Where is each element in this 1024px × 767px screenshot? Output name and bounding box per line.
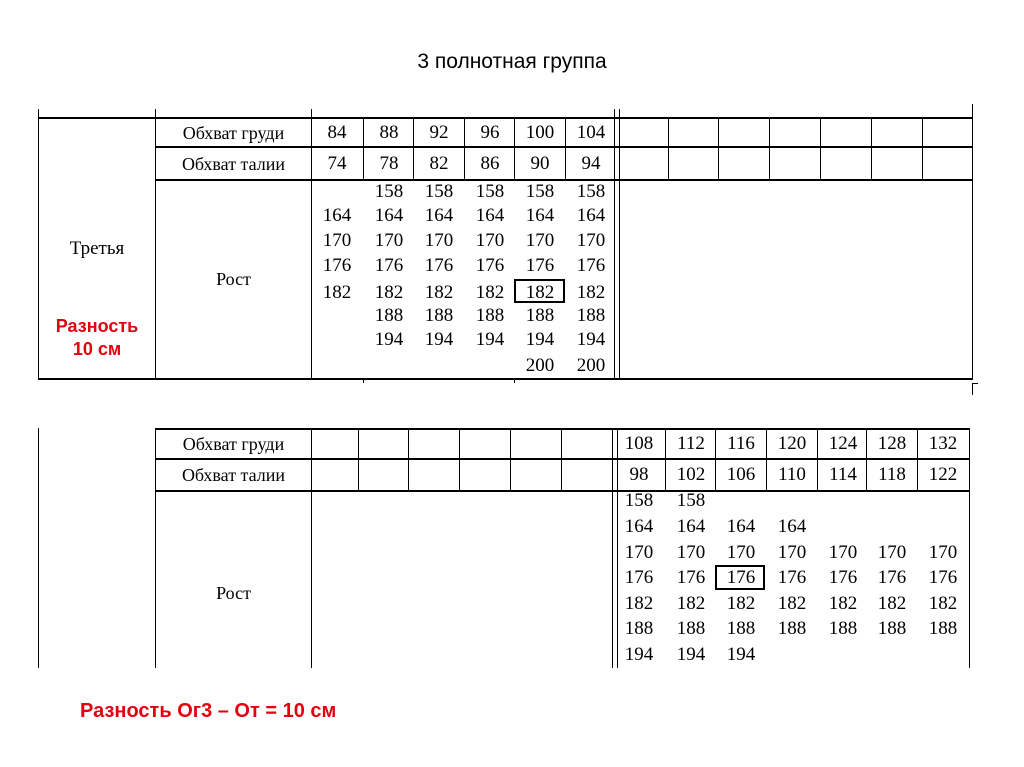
row-label-height: Рост — [216, 269, 251, 289]
chest-value: 108 — [624, 433, 654, 454]
height-value: 182 — [374, 282, 404, 303]
height-value: 170 — [828, 542, 858, 563]
height-value: 188 — [374, 305, 404, 326]
group-difference-note-text: Разность 10 см — [55, 316, 139, 360]
height-value: 170 — [424, 230, 454, 251]
height-value: 158 — [475, 181, 505, 202]
chest-value: 116 — [727, 433, 755, 454]
chest-value: 92 — [429, 122, 449, 143]
height-value: 188 — [576, 305, 606, 326]
chest-value: 100 — [525, 122, 555, 143]
chest-value: 84 — [327, 122, 347, 143]
chest-value: 112 — [677, 433, 705, 454]
height-value: 182 — [624, 593, 654, 614]
waist-value: 86 — [480, 153, 500, 174]
height-value: 182 — [877, 593, 907, 614]
height-value: 182 — [828, 593, 858, 614]
chest-value: 120 — [777, 433, 807, 454]
waist-value: 82 — [429, 153, 449, 174]
slide-title: 3 полнотная группа — [417, 50, 607, 73]
height-value: 182 — [525, 282, 555, 303]
height-value: 188 — [624, 618, 654, 639]
group-label: Третья — [69, 237, 125, 259]
height-value: 182 — [576, 282, 606, 303]
height-value: 194 — [676, 644, 706, 665]
height-value: 188 — [877, 618, 907, 639]
height-value: 194 — [374, 329, 404, 350]
height-value: 170 — [374, 230, 404, 251]
row-label-height: Рост — [216, 583, 251, 603]
height-value: 176 — [624, 567, 654, 588]
height-value: 188 — [928, 618, 958, 639]
row-label-chest: Обхват груди — [182, 122, 285, 143]
height-value: 164 — [374, 205, 404, 226]
waist-value: 110 — [778, 464, 806, 485]
height-value: 164 — [525, 205, 555, 226]
height-value: 176 — [676, 567, 706, 588]
height-value: 164 — [576, 205, 606, 226]
height-value: 170 — [777, 542, 807, 563]
chest-value: 128 — [877, 433, 907, 454]
height-value: 194 — [624, 644, 654, 665]
height-value: 176 — [928, 567, 958, 588]
height-value: 158 — [424, 181, 454, 202]
height-value: 194 — [424, 329, 454, 350]
height-value: 164 — [624, 516, 654, 537]
waist-value: 90 — [530, 153, 550, 174]
height-value: 158 — [624, 490, 654, 511]
height-value: 164 — [726, 516, 756, 537]
height-value: 176 — [322, 255, 352, 276]
height-value: 158 — [374, 181, 404, 202]
height-value: 200 — [576, 355, 606, 376]
height-value: 164 — [424, 205, 454, 226]
height-value: 176 — [475, 255, 505, 276]
height-value: 194 — [475, 329, 505, 350]
waist-value: 122 — [928, 464, 958, 485]
height-value: 170 — [624, 542, 654, 563]
height-value: 188 — [525, 305, 555, 326]
height-value: 170 — [322, 230, 352, 251]
height-value: 188 — [424, 305, 454, 326]
waist-value: 98 — [629, 464, 649, 485]
height-value: 182 — [475, 282, 505, 303]
bottom-difference-note: Разность Ог3 – От = 10 см — [80, 700, 337, 722]
height-value: 176 — [576, 255, 606, 276]
height-value: 158 — [576, 181, 606, 202]
height-value: 182 — [928, 593, 958, 614]
height-value: 188 — [726, 618, 756, 639]
height-value: 194 — [525, 329, 555, 350]
height-value: 176 — [777, 567, 807, 588]
height-value: 164 — [475, 205, 505, 226]
height-value: 164 — [676, 516, 706, 537]
height-value: 170 — [877, 542, 907, 563]
height-value: 170 — [576, 230, 606, 251]
height-value: 176 — [424, 255, 454, 276]
waist-value: 118 — [878, 464, 906, 485]
height-value: 176 — [828, 567, 858, 588]
height-value: 200 — [525, 355, 555, 376]
height-value: 182 — [777, 593, 807, 614]
height-value: 176 — [374, 255, 404, 276]
height-value: 176 — [525, 255, 555, 276]
height-value: 182 — [676, 593, 706, 614]
height-value: 170 — [475, 230, 505, 251]
height-value: 176 — [877, 567, 907, 588]
height-value: 188 — [777, 618, 807, 639]
waist-value: 114 — [829, 464, 857, 485]
height-value: 170 — [726, 542, 756, 563]
row-label-chest: Обхват груди — [182, 434, 285, 454]
chest-value: 104 — [576, 122, 606, 143]
height-value: 194 — [726, 644, 756, 665]
waist-value: 102 — [676, 464, 706, 485]
waist-value: 78 — [379, 153, 399, 174]
highlighted-height-box — [715, 565, 765, 590]
height-value: 176 — [726, 567, 756, 588]
height-value: 188 — [475, 305, 505, 326]
height-value: 194 — [576, 329, 606, 350]
waist-value: 74 — [327, 153, 347, 174]
height-value: 182 — [726, 593, 756, 614]
height-value: 188 — [828, 618, 858, 639]
highlighted-height-box — [514, 279, 565, 303]
height-value: 170 — [525, 230, 555, 251]
height-value: 170 — [676, 542, 706, 563]
waist-value: 94 — [581, 153, 601, 174]
height-value: 158 — [525, 181, 555, 202]
height-value: 158 — [676, 490, 706, 511]
chest-value: 88 — [379, 122, 399, 143]
height-value: 188 — [676, 618, 706, 639]
row-label-waist: Обхват талии — [181, 153, 286, 174]
height-value: 182 — [322, 282, 352, 303]
group-difference-note — [39, 315, 155, 362]
height-value: 164 — [322, 205, 352, 226]
chest-value: 132 — [928, 433, 958, 454]
height-value: 164 — [777, 516, 807, 537]
row-label-waist: Обхват талии — [181, 465, 286, 485]
height-value: 170 — [928, 542, 958, 563]
waist-value: 106 — [726, 464, 756, 485]
chest-value: 124 — [828, 433, 858, 454]
chest-value: 96 — [480, 122, 500, 143]
height-value: 182 — [424, 282, 454, 303]
